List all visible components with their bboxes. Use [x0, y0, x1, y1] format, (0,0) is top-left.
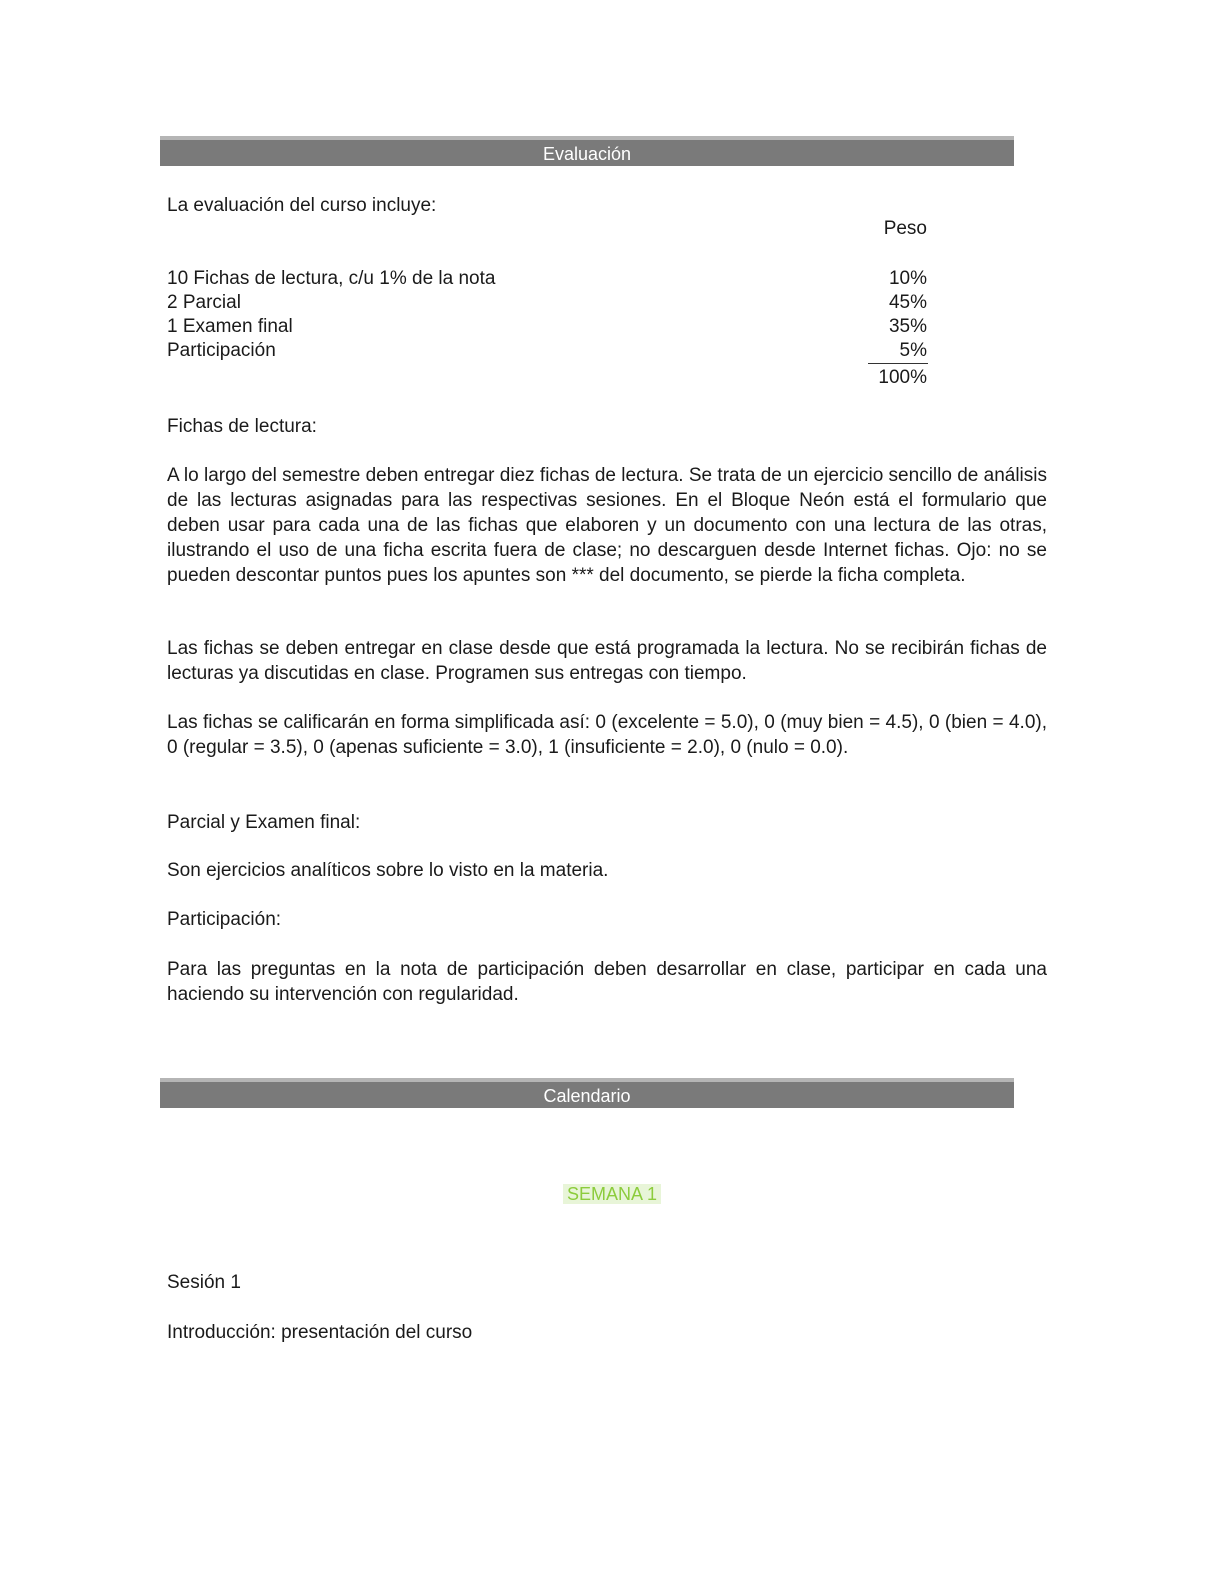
grade-row [167, 290, 927, 315]
parcial-title: Parcial y Examen final: [167, 812, 361, 833]
calendar-section-header: Calendario [160, 1078, 1014, 1108]
grade-value: 10% [888, 268, 927, 289]
weight-header: Peso [883, 218, 927, 239]
parcial-description: Son ejercicios analíticos sobre lo visto en la materia. [167, 860, 609, 881]
grade-value: 35% [888, 316, 927, 337]
grade-value: 5% [899, 340, 927, 361]
grade-label: 2 Parcial [167, 292, 241, 313]
grade-row [167, 266, 927, 291]
fichas-title: Fichas de lectura: [167, 416, 317, 437]
session-title: Sesión 1 [167, 1272, 241, 1293]
total-divider [868, 363, 928, 364]
week-1-link[interactable]: SEMANA 1 [563, 1184, 661, 1204]
weight-header-row [167, 216, 927, 241]
grade-label: 1 Examen final [167, 316, 293, 337]
fichas-calificacion: Las fichas se calificarán en forma simplificada así: 0 (excelente = 5.0), 0 (muy bien = 4.5), 0 (bien = 4.0), 0 (regular = 3.5), 0 (apenas suficiente = 3.0), 1 (insuficiente = 2.0), 0 (nulo = 0.0). [167, 712, 1047, 758]
session-topic: Introducción: presentación del curso [167, 1322, 473, 1343]
grade-label: 10 Fichas de lectura, c/u 1% de la nota [167, 268, 496, 289]
participacion-title: Participación: [167, 909, 282, 930]
grade-row [167, 314, 927, 339]
grade-label: Participación [167, 340, 276, 361]
total-row [167, 365, 927, 390]
fichas-entrega: Las fichas se deben entregar en clase desde que está programada la lectura. No se recibirán fichas de lecturas ya discutidas en clase. Programen sus entregas con tiempo. [167, 638, 1047, 684]
participacion-description: Para las preguntas en la nota de participación deben desarrollar en clase, participar en cada una haciendo su intervención con regularidad. [167, 959, 1047, 1005]
week-link-row [0, 1182, 1224, 1207]
grade-row [167, 338, 927, 363]
evaluation-intro: La evaluación del curso incluye: [167, 195, 437, 216]
grade-value: 45% [888, 292, 927, 313]
grade-total: 100% [878, 367, 927, 388]
evaluation-section-header: Evaluación [160, 136, 1014, 166]
fichas-description: A lo largo del semestre deben entregar diez fichas de lectura. Se trata de un ejercicio sencillo de análisis de las lecturas asignadas para las respectivas sesiones. En el Bloque Neón está el formulario que deben usar para cada una de las fichas que elaboren y un documento con una lectura de las otras, ilustrando el uso de una ficha escrita fuera de clase; no descarguen desde Internet fichas. Ojo: no se pueden descontar puntos pues los apuntes son *** del documento, se pierde la ficha completa. [167, 465, 1047, 586]
